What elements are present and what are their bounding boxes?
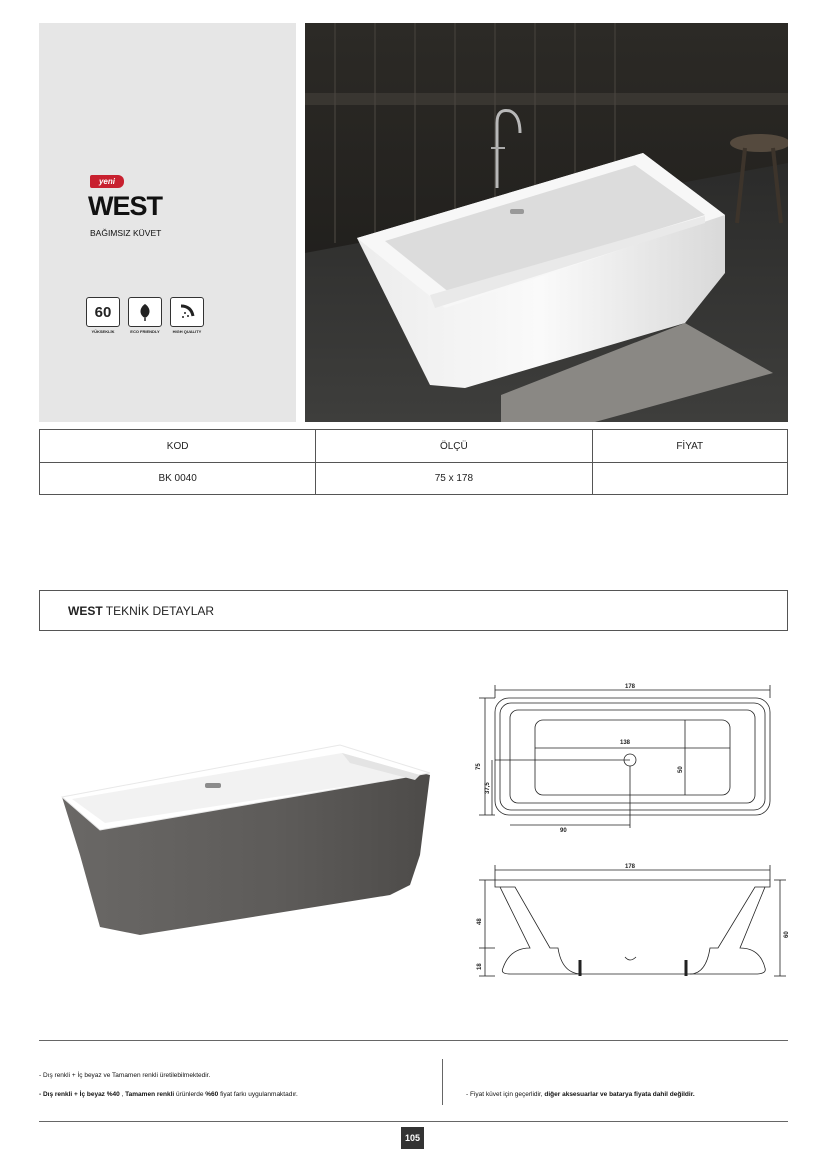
dim-drain-offset: 90 [560, 828, 567, 834]
leaf-eco-icon [128, 297, 162, 327]
shower-icon [170, 297, 204, 327]
dim-inner-length: 138 [620, 740, 631, 746]
dim-half-width: 37,5 [485, 782, 491, 794]
footer-divider-bottom [39, 1121, 788, 1122]
sixty-icon: 60 [86, 297, 120, 327]
section-title: WEST TEKNİK DETAYLAR [68, 604, 215, 618]
page-number: 105 [401, 1127, 424, 1149]
note-left-1: - Dış renkli + İç beyaz ve Tamamen renkli üretilebilmektedir. [39, 1072, 211, 1079]
feature-quality: HIGH QUALITY [170, 297, 204, 334]
dim-inner-width: 50 [678, 766, 684, 773]
tub-render [60, 735, 435, 940]
section-heading-box [39, 590, 788, 631]
column-header-code: KOD [40, 430, 316, 463]
technical-drawing [470, 680, 790, 980]
cell-code: BK 0040 [40, 463, 316, 495]
footer-column-divider [442, 1059, 443, 1105]
new-badge: yeni [90, 175, 124, 188]
dim-side-depth: 48 [477, 918, 483, 925]
dim-side-length: 178 [625, 864, 636, 870]
product-info-panel [39, 23, 296, 422]
feature-eco: ECO FRIENDLY [128, 297, 162, 334]
product-subtitle: BAĞIMSIZ KÜVET [90, 228, 162, 238]
product-photo [305, 23, 788, 422]
footer-divider-top [39, 1040, 788, 1041]
dim-side-foot: 18 [477, 963, 483, 970]
note-left-2: - Dış renkli + İç beyaz %40 , Tamamen renkli ürünlerde %60 fiyat farkı uygulanmaktadır. [39, 1091, 298, 1098]
cell-size: 75 x 178 [316, 463, 592, 495]
column-header-price: FİYAT [592, 430, 788, 463]
dim-top-length: 178 [625, 684, 636, 690]
table-header-row [40, 430, 788, 463]
dim-side-height: 60 [784, 931, 790, 938]
column-header-size: ÖLÇÜ [316, 430, 592, 463]
feature-height: 60 YÜKSEKLİK [86, 297, 120, 334]
note-right-1: - Fiyat küvet için geçerlidir, diğer aksesuarlar ve batarya fiyata dahil değildir. [466, 1091, 695, 1098]
product-title: WEST [88, 191, 162, 221]
cell-price [592, 463, 788, 495]
spec-table [39, 429, 788, 495]
dim-top-width: 75 [476, 763, 482, 770]
table-row [40, 463, 788, 495]
